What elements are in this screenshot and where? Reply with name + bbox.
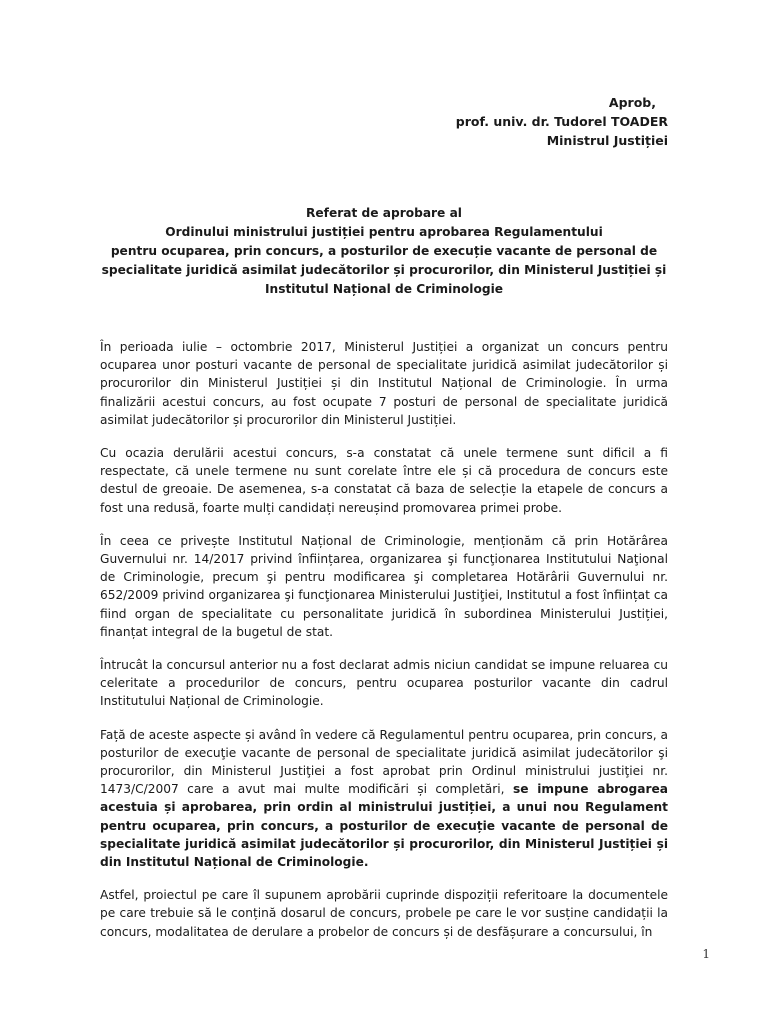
approver-name: prof. univ. dr. Tudorel TOADER xyxy=(455,114,668,129)
title-line-3: pentru ocuparea, prin concurs, a posturilor de execuție vacante de personal de specialitate juridică asimilat judecătorilor și procurorilor, din Ministerul Justiției și Institutul Național de Criminologie xyxy=(101,244,667,296)
paragraph-2: Cu ocazia derulării acestui concurs, s-a constatat că unele termene sunt dificil a fi respectate, că unele termene nu sunt corelate între ele și că procedura de concurs este destul de greoaie. De asemenea, s-a constatat că baza de selecție la etapele de concurs a fost una redusă, foarte mulți candidați nereușind promovarea primei probe. xyxy=(100,446,668,515)
paragraph-5-emphasis: se impune abrogarea acestuia și aprobarea, prin ordin al ministrului justiției, a unui nou Regulament pentru ocuparea, prin concurs, a posturilor de execuție vacante de personal de specialitate juridică asimilat judecătorilor și procurorilor, din Ministerul Justiției și din Institutul Național de Criminologie. xyxy=(100,782,668,870)
title-line-2: Ordinului ministrului justiției pentru aprobarea Regulamentului xyxy=(165,225,603,239)
document-title xyxy=(100,204,668,299)
paragraph-5-text: Față de aceste aspecte și având în vedere că Regulamentul pentru ocuparea, prin concurs, a posturilor de execuţie vacante de personal de specialitate juridică asimilat judecătorilor şi procurorilor, din Ministerul Justiţiei a fost aprobat prin Ordinul ministrului justiţiei nr. 1473/C/2007 care a avut mai multe modificări și completări, xyxy=(100,727,668,797)
paragraph-5 xyxy=(100,726,668,872)
title-line-1: Referat de aprobare al xyxy=(306,206,462,220)
approval-block xyxy=(456,93,668,150)
document-body xyxy=(100,338,668,956)
approval-label: Aprob, xyxy=(608,95,656,110)
paragraph-6: Astfel, proiectul pe care îl supunem aprobării cuprinde dispoziții referitoare la documentele pe care trebuie să le conțină dosarul de concurs, probele pe care le vor susține candidații la concurs, modalitatea de derulare a probelor de concurs și de desfășurare a concursului, în xyxy=(100,888,668,939)
paragraph-3: În ceea ce privește Institutul Național de Criminologie, menționăm că prin Hotărârea Guvernului nr. 14/2017 privind înființarea, organizarea şi funcţionarea Institutului Naţional de Criminologie, precum şi pentru modificarea şi completarea Hotărârii Guvernului nr. 652/2009 privind organizarea şi funcţionarea Ministerului Justiţiei, Institutul a fost înființat ca fiind organ de specialitate cu personalitate juridică în subordinea Ministerului Justiției, finanțat integral de la bugetul de stat. xyxy=(100,533,668,639)
paragraph-4: Întrucât la concursul anterior nu a fost declarat admis niciun candidat se impune reluarea cu celeritate a procedurilor de concurs, pentru ocuparea posturilor vacante din cadrul Institutului Național de Criminologie. xyxy=(100,658,668,709)
page-number: 1 xyxy=(702,947,710,961)
approver-title: Ministrul Justiției xyxy=(546,133,668,148)
paragraph-1: În perioada iulie – octombrie 2017, Ministerul Justiției a organizat un concurs pentru ocuparea unor posturi vacante de personal de specialitate juridică asimilat judecătorilor și procurorilor din Ministerul Justiției și din Institutul Național de Criminologie. În urma finalizării acestui concurs, au fost ocupate 7 posturi de personal de specialitate juridică asimilat judecătorilor și procurorilor din Ministerul Justiției. xyxy=(100,340,668,427)
